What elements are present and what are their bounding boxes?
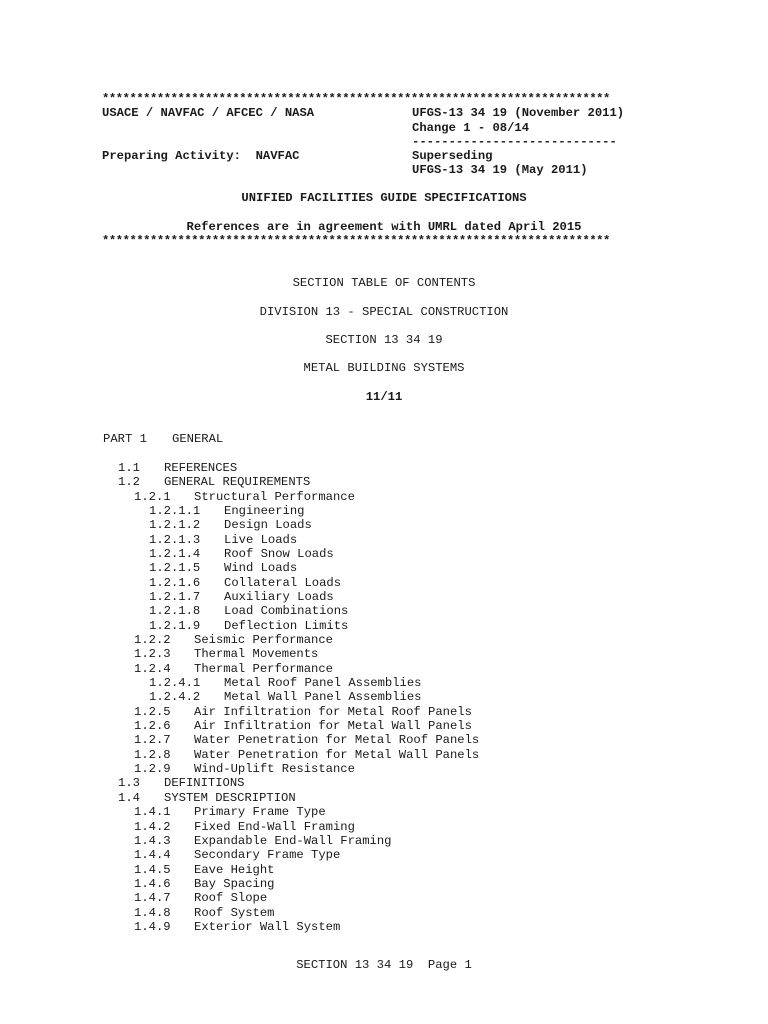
- toc-item-number: 1.2.1.4: [149, 547, 201, 561]
- toc-item-number: 1.4.5: [134, 863, 171, 877]
- references-note: References are in agreement with UMRL dated April 2015: [186, 220, 582, 234]
- toc-item-title: Air Infiltration for Metal Roof Panels: [194, 705, 472, 719]
- header-superseded-ufgs: UFGS-13 34 19 (May 2011): [412, 163, 588, 177]
- toc-item-number: 1.2.1.2: [149, 518, 201, 532]
- toc-item-title: Bay Spacing: [194, 877, 275, 891]
- header-stars-bottom: **************************************************************************: [102, 234, 610, 248]
- section-name: METAL BUILDING SYSTEMS: [303, 361, 465, 375]
- toc-item-title: Air Infiltration for Metal Wall Panels: [194, 719, 472, 733]
- toc-item-number: 1.4.4: [134, 848, 171, 862]
- toc-item-number: 1.2.1.8: [149, 604, 201, 618]
- toc-heading: SECTION TABLE OF CONTENTS: [292, 276, 476, 290]
- toc-item-title: Seismic Performance: [194, 633, 333, 647]
- toc-item-title: Water Penetration for Metal Wall Panels: [194, 748, 480, 762]
- toc-item-number: 1.4: [118, 791, 140, 805]
- toc-item-number: 1.2.4.2: [149, 690, 201, 704]
- toc-item-number: 1.2.7: [134, 733, 171, 747]
- toc-item-number: 1.4.6: [134, 877, 171, 891]
- header-agencies: USACE / NAVFAC / AFCEC / NASA: [102, 106, 315, 120]
- toc-item-title: Live Loads: [224, 533, 298, 547]
- toc-item-number: 1.2.3: [134, 647, 171, 661]
- toc-item-title: Design Loads: [224, 518, 312, 532]
- toc-item-number: 1.2.5: [134, 705, 171, 719]
- part-number: PART 1: [103, 432, 147, 446]
- toc-item-number: 1.2.6: [134, 719, 171, 733]
- toc-item-title: Exterior Wall System: [194, 920, 341, 934]
- toc-item-title: Expandable End-Wall Framing: [194, 834, 392, 848]
- toc-item-number: 1.2.1.1: [149, 504, 201, 518]
- toc-item-title: Roof System: [194, 906, 275, 920]
- toc-item-title: Eave Height: [194, 863, 275, 877]
- header-ufgs-number: UFGS-13 34 19 (November 2011): [412, 106, 625, 120]
- toc-item-title: Metal Wall Panel Assemblies: [224, 690, 422, 704]
- header-preparing-activity: Preparing Activity: NAVFAC: [102, 149, 300, 163]
- toc-item-title: Thermal Performance: [194, 662, 333, 676]
- toc-item-title: Collateral Loads: [224, 576, 342, 590]
- page-footer: SECTION 13 34 19 Page 1: [296, 958, 472, 972]
- toc-item-number: 1.2.1.5: [149, 561, 201, 575]
- toc-item-number: 1.1: [118, 461, 140, 475]
- toc-item-title: Wind-Uplift Resistance: [194, 762, 355, 776]
- toc-item-title: Metal Roof Panel Assemblies: [224, 676, 422, 690]
- toc-item-title: Wind Loads: [224, 561, 298, 575]
- toc-item-title: Engineering: [224, 504, 305, 518]
- toc-item-title: REFERENCES: [164, 461, 238, 475]
- toc-item-title: SYSTEM DESCRIPTION: [164, 791, 296, 805]
- toc-item-number: 1.2.1.6: [149, 576, 201, 590]
- section-number: SECTION 13 34 19: [325, 333, 443, 347]
- toc-item-title: DEFINITIONS: [164, 776, 245, 790]
- toc-item-title: Water Penetration for Metal Roof Panels: [194, 733, 480, 747]
- toc-item-number: 1.4.9: [134, 920, 171, 934]
- toc-item-title: GENERAL REQUIREMENTS: [164, 475, 311, 489]
- toc-item-title: Roof Snow Loads: [224, 547, 334, 561]
- part-title: GENERAL: [172, 432, 224, 446]
- toc-item-number: 1.2.8: [134, 748, 171, 762]
- header-dash-rule: ----------------------------: [412, 135, 617, 149]
- toc-item-number: 1.4.1: [134, 805, 171, 819]
- toc-item-number: 1.2.1.3: [149, 533, 201, 547]
- toc-item-title: Fixed End-Wall Framing: [194, 820, 355, 834]
- toc-item-number: 1.2.1.9: [149, 619, 201, 633]
- toc-item-title: Secondary Frame Type: [194, 848, 341, 862]
- toc-item-number: 1.2.1.7: [149, 590, 201, 604]
- header-superseding: Superseding: [412, 149, 493, 163]
- toc-item-number: 1.4.8: [134, 906, 171, 920]
- toc-item-title: Roof Slope: [194, 891, 268, 905]
- toc-item-number: 1.4.3: [134, 834, 171, 848]
- toc-item-number: 1.2: [118, 475, 140, 489]
- toc-item-number: 1.2.9: [134, 762, 171, 776]
- division-heading: DIVISION 13 - SPECIAL CONSTRUCTION: [259, 305, 509, 319]
- toc-item-number: 1.4.2: [134, 820, 171, 834]
- toc-item-title: Primary Frame Type: [194, 805, 326, 819]
- toc-item-number: 1.2.1: [134, 490, 171, 504]
- header-stars-top: **************************************************************************: [102, 92, 610, 106]
- toc-item-number: 1.2.4: [134, 662, 171, 676]
- toc-item-number: 1.2.2: [134, 633, 171, 647]
- toc-item-title: Deflection Limits: [224, 619, 349, 633]
- section-date: 11/11: [365, 390, 403, 404]
- toc-item-number: 1.3: [118, 776, 140, 790]
- toc-item-title: Structural Performance: [194, 490, 355, 504]
- toc-item-title: Load Combinations: [224, 604, 349, 618]
- header-change: Change 1 - 08/14: [412, 121, 530, 135]
- toc-item-title: Auxiliary Loads: [224, 590, 334, 604]
- toc-item-number: 1.2.4.1: [149, 676, 201, 690]
- toc-item-number: 1.4.7: [134, 891, 171, 905]
- toc-item-title: Thermal Movements: [194, 647, 319, 661]
- document-title: UNIFIED FACILITIES GUIDE SPECIFICATIONS: [241, 191, 527, 205]
